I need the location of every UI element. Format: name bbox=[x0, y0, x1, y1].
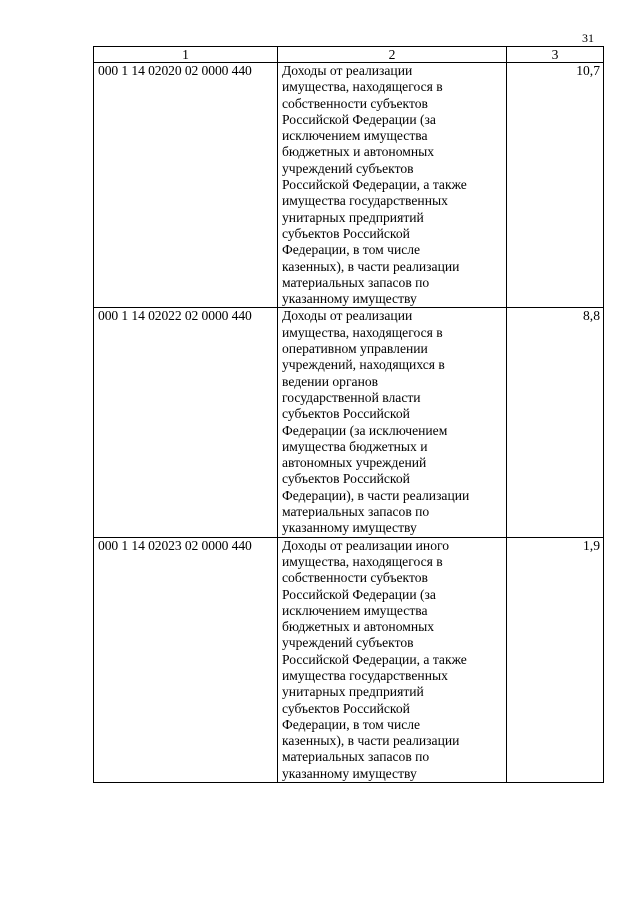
page-number: 31 bbox=[582, 31, 594, 45]
table-row bbox=[94, 537, 604, 782]
revenue-value: 1,9 bbox=[507, 537, 604, 782]
table-header-row bbox=[94, 47, 604, 63]
revenue-description: Доходы от реализации имущества, находящегося в оперативном управлении учреждений, находящихся в ведении органов государственной власти субъектов Российской Федерации (за исключением имущества бюджетных и автономных учреждений субъектов Российской Федерации), в части реализации материальных запасов по указанному имуществу bbox=[278, 308, 507, 537]
revenue-code: 000 1 14 02022 02 0000 440 bbox=[94, 308, 278, 537]
revenue-value: 10,7 bbox=[507, 63, 604, 308]
column-header-value: 3 bbox=[507, 47, 604, 63]
revenue-description: Доходы от реализации иного имущества, находящегося в собственности субъектов Российской Федерации (за исключением имущества бюджетных и автономных учреждений субъектов Российской Федерации, а также имущества государственных унитарных предприятий субъектов Российской Федерации, в том числе казенных), в части реализации материальных запасов по указанному имуществу bbox=[278, 537, 507, 782]
revenue-code: 000 1 14 02020 02 0000 440 bbox=[94, 63, 278, 308]
column-header-code: 1 bbox=[94, 47, 278, 63]
revenue-code: 000 1 14 02023 02 0000 440 bbox=[94, 537, 278, 782]
table-row bbox=[94, 63, 604, 308]
column-header-description: 2 bbox=[278, 47, 507, 63]
revenue-table bbox=[93, 46, 604, 783]
table-row bbox=[94, 308, 604, 537]
revenue-description: Доходы от реализации имущества, находящегося в собственности субъектов Российской Федерации (за исключением имущества бюджетных и автономных учреждений субъектов Российской Федерации, а также имущества государственных унитарных предприятий субъектов Российской Федерации, в том числе казенных), в части реализации материальных запасов по указанному имуществу bbox=[278, 63, 507, 308]
revenue-value: 8,8 bbox=[507, 308, 604, 537]
